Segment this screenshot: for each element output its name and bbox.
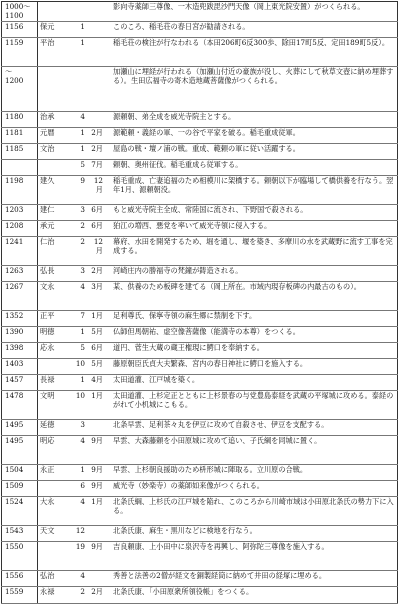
month-cell xyxy=(87,525,105,541)
era-name-cell: 明応 xyxy=(38,435,70,464)
era-name-cell: 保元 xyxy=(38,22,70,38)
era-year-cell: 5 xyxy=(69,342,87,358)
year-cell: 1524 xyxy=(2,496,38,525)
event-cell: 北条早雲、足利茶々丸を伊豆に攻めて自殺させ、伊豆を支配する。 xyxy=(105,419,398,435)
year-cell: 1495 xyxy=(2,435,38,464)
chronology-row xyxy=(2,480,398,496)
era-year-cell: 2 xyxy=(69,586,87,603)
chronology-row xyxy=(2,375,398,391)
chronology-row xyxy=(2,359,398,375)
year-cell: 1267 xyxy=(2,282,38,311)
era-name-cell: 平治 xyxy=(38,38,70,67)
month-cell: 9月 xyxy=(87,464,105,480)
era-name-cell: 仁治 xyxy=(38,237,70,266)
era-name-cell: 承元 xyxy=(38,221,70,237)
chronology-row xyxy=(2,112,398,128)
chronology-row xyxy=(2,22,398,38)
chronology-row xyxy=(2,391,398,420)
month-cell: 6月 xyxy=(87,221,105,237)
month-cell: 2月 xyxy=(87,266,105,282)
era-name-cell: 延徳 xyxy=(38,419,70,435)
era-name-cell xyxy=(38,2,70,22)
era-year-cell: 2 xyxy=(69,221,87,237)
era-year-cell: 1 xyxy=(69,326,87,342)
era-year-cell: 5 xyxy=(69,160,87,176)
era-name-cell xyxy=(38,480,70,496)
year-cell: 1181 xyxy=(2,128,38,144)
event-cell: 吉良頼康、上小田中に泉沢寺を再興し、阿弥陀三尊像を施入する。 xyxy=(105,541,398,570)
chronology-row xyxy=(2,310,398,326)
event-cell: 影向寺薬師三尊像、一木造兜跋毘沙門天像（岡上東光院安置）がつくられる。 xyxy=(105,2,398,22)
event-cell: 秀善と法善の2僧が経文を銅製経筒に納めて井田の経塚に埋める。 xyxy=(105,570,398,586)
era-name-cell: 永禄 xyxy=(38,586,70,603)
chronology-row xyxy=(2,176,398,205)
era-year-cell: 4 xyxy=(69,496,87,525)
year-cell xyxy=(2,160,38,176)
era-name-cell: 建久 xyxy=(38,176,70,205)
month-cell: 12月 xyxy=(87,176,105,205)
era-name-cell: 弘長 xyxy=(38,266,70,282)
chronology-body xyxy=(2,2,398,604)
era-name-cell: 文治 xyxy=(38,144,70,160)
era-year-cell: 3 xyxy=(69,205,87,221)
year-cell: 1504 xyxy=(2,464,38,480)
era-name-cell xyxy=(38,541,70,570)
era-year-cell: 1 xyxy=(69,22,87,38)
year-cell: 1550 xyxy=(2,541,38,570)
month-cell xyxy=(87,2,105,22)
year-cell: ～ 1200 xyxy=(2,67,38,112)
year-cell: 1198 xyxy=(2,176,38,205)
era-name-cell: 天文 xyxy=(38,525,70,541)
chronology-row xyxy=(2,38,398,67)
era-name-cell: 永正 xyxy=(38,464,70,480)
year-cell: 1241 xyxy=(2,237,38,266)
year-cell: 1559 xyxy=(2,586,38,603)
year-cell: 1000～1100 xyxy=(2,2,38,22)
event-cell: 稲毛荘の検注が行なわれる（本田206町6反300歩、除田17町5反、定田189町5反）。 xyxy=(105,38,398,67)
era-year-cell: 4 xyxy=(69,435,87,464)
event-cell: 加瀬山に埋経が行われる（加瀬山付近の豪族が没し、火葬にして秋草文壺に納め埋葬する）。生田広福寺の寄木造地蔵菩薩像がつくられる。 xyxy=(105,67,398,112)
era-name-cell: 正平 xyxy=(38,310,70,326)
month-cell xyxy=(87,419,105,435)
month-cell: 1月 xyxy=(87,391,105,420)
event-cell: 威光寺（妙楽寺）の薬師如来像がつくられる。 xyxy=(105,480,398,496)
era-name-cell: 建仁 xyxy=(38,205,70,221)
month-cell: 7月 xyxy=(87,160,105,176)
month-cell: 12月 xyxy=(87,237,105,266)
chronology-table xyxy=(1,1,398,604)
event-cell: 足利尊氏、保寧寺領の麻生郷に禁制を下す。 xyxy=(105,310,398,326)
month-cell: 9月 xyxy=(87,480,105,496)
year-cell: 1556 xyxy=(2,570,38,586)
year-cell: 1180 xyxy=(2,112,38,128)
chronology-row xyxy=(2,266,398,282)
chronology-row xyxy=(2,221,398,237)
event-cell: 早雲、大森藤頼を小田原城に攻めて追い、子氏綱を同城に置く。 xyxy=(105,435,398,464)
year-cell: 1509 xyxy=(2,480,38,496)
era-year-cell: 1 xyxy=(69,38,87,67)
era-year-cell: 4 xyxy=(69,282,87,311)
chronology-row xyxy=(2,541,398,570)
month-cell: 6月 xyxy=(87,205,105,221)
chronology-row xyxy=(2,464,398,480)
era-year-cell: 4 xyxy=(69,570,87,586)
chronology-row xyxy=(2,67,398,112)
chronology-row xyxy=(2,205,398,221)
era-year-cell: 19 xyxy=(69,541,87,570)
era-name-cell xyxy=(38,67,70,112)
era-name-cell: 明徳 xyxy=(38,326,70,342)
event-cell: 北条氏綱、上杉氏の江戸城を陥れ、このころから川崎市域は小田原北条氏の勢力下に入る。 xyxy=(105,496,398,525)
year-cell: 1203 xyxy=(2,205,38,221)
month-cell: 4月 xyxy=(87,375,105,391)
era-year-cell: 12 xyxy=(69,525,87,541)
month-cell: 3月 xyxy=(87,282,105,311)
event-cell: 某、供養のため板碑を建てる（岡上所在。市域内現存板碑の内最古のもの）。 xyxy=(105,282,398,311)
year-cell: 1403 xyxy=(2,359,38,375)
era-name-cell: 文明 xyxy=(38,391,70,420)
era-year-cell: 6 xyxy=(69,480,87,496)
year-cell: 1398 xyxy=(2,342,38,358)
era-year-cell: 1 xyxy=(69,144,87,160)
era-name-cell: 弘治 xyxy=(38,570,70,586)
year-cell: 1478 xyxy=(2,391,38,420)
month-cell xyxy=(87,38,105,67)
chronology-row xyxy=(2,2,398,22)
month-cell: 5月 xyxy=(87,359,105,375)
month-cell: 9月 xyxy=(87,541,105,570)
year-cell: 1390 xyxy=(2,326,38,342)
chronology-row xyxy=(2,525,398,541)
chronology-row xyxy=(2,282,398,311)
event-cell: 仏師但馬朝祐、虚空像菩薩像（能満寺の本尊）をつくる。 xyxy=(105,326,398,342)
era-year-cell: 10 xyxy=(69,391,87,420)
era-year-cell: 7 xyxy=(69,310,87,326)
chronology-row xyxy=(2,570,398,586)
event-cell: 源頼朝、弟全成を威光寺院主とする。 xyxy=(105,112,398,128)
era-year-cell xyxy=(69,67,87,112)
year-cell: 1208 xyxy=(2,221,38,237)
month-cell xyxy=(87,67,105,112)
era-year-cell: 10 xyxy=(69,359,87,375)
era-year-cell: 3 xyxy=(69,266,87,282)
event-cell: 藤原朝臣氏貞大夫繁森、宮内の春日神社に鰐口を施入する。 xyxy=(105,359,398,375)
year-cell: 1495 xyxy=(2,419,38,435)
era-name-cell xyxy=(38,359,70,375)
month-cell xyxy=(87,570,105,586)
year-cell: 1457 xyxy=(2,375,38,391)
month-cell: 5月 xyxy=(87,326,105,342)
event-cell: 道円、菅生大蔵の蔵王権現に鰐口を奉納する。 xyxy=(105,342,398,358)
year-cell: 1159 xyxy=(2,38,38,67)
chronology-row xyxy=(2,586,398,603)
era-year-cell: 1 xyxy=(69,128,87,144)
event-cell: 早雲、上杉朝良援助のため枡形城に陣取る。立川原の合戦。 xyxy=(105,464,398,480)
event-cell: 頼朝、奥州征伐。稲毛重成ら従軍する。 xyxy=(105,160,398,176)
chronology-row xyxy=(2,144,398,160)
event-cell: 河崎庄内の勝福寺の梵鐘が鋳造される。 xyxy=(105,266,398,282)
event-cell: このころ、稲毛荘の春日宮が勧請される。 xyxy=(105,22,398,38)
era-name-cell: 応永 xyxy=(38,342,70,358)
era-year-cell: 4 xyxy=(69,112,87,128)
era-name-cell: 大永 xyxy=(38,496,70,525)
month-cell: 2月 xyxy=(87,586,105,603)
month-cell: 6月 xyxy=(87,342,105,358)
chronology-row xyxy=(2,128,398,144)
month-cell: 1月 xyxy=(87,310,105,326)
event-cell: 源範頼・義経の軍、一の谷で平家を破る。稲毛重成従軍。 xyxy=(105,128,398,144)
event-cell: 北条氏康、麻生・黒川などに検地を行なう。 xyxy=(105,525,398,541)
event-cell: 屋島の戦・壇ノ浦の戦。重成、範頼の軍に従い活躍する。 xyxy=(105,144,398,160)
year-cell: 1543 xyxy=(2,525,38,541)
era-year-cell: 1 xyxy=(69,375,87,391)
chronology-row xyxy=(2,326,398,342)
month-cell xyxy=(87,112,105,128)
year-cell: 1263 xyxy=(2,266,38,282)
month-cell: 9月 xyxy=(87,435,105,464)
chronology-row xyxy=(2,496,398,525)
event-cell: 太田道灌、江戸城を築く。 xyxy=(105,375,398,391)
event-cell: 幕府、水田を開発するため、堀を通し、堰を築き、多摩川の水を武蔵野に流す工事を完成する。 xyxy=(105,237,398,266)
month-cell: 2月 xyxy=(87,128,105,144)
chronology-row xyxy=(2,435,398,464)
event-cell: 太田道灌、上杉定正とともに上杉景春の与党豊島泰経を武蔵の平塚城に攻める。泰経のがれて小机城にこもる。 xyxy=(105,391,398,420)
era-name-cell: 文永 xyxy=(38,282,70,311)
year-cell: 1185 xyxy=(2,144,38,160)
chronology-row xyxy=(2,419,398,435)
event-cell: 北条氏康、「小田原衆所領役帳」をつくる。 xyxy=(105,586,398,603)
chronology-row xyxy=(2,160,398,176)
era-year-cell: 1 xyxy=(69,464,87,480)
year-cell: 1156 xyxy=(2,22,38,38)
event-cell: 狛江の増西、悪党を率いて威光寺領に侵入する。 xyxy=(105,221,398,237)
era-name-cell: 元暦 xyxy=(38,128,70,144)
era-year-cell xyxy=(69,2,87,22)
chronology-row xyxy=(2,237,398,266)
era-year-cell: 3 xyxy=(69,419,87,435)
era-name-cell xyxy=(38,160,70,176)
year-cell: 1352 xyxy=(2,310,38,326)
month-cell xyxy=(87,22,105,38)
event-cell: 稲毛重成、亡妻追福のため相模川に架橋する。頼朝以下が臨場して橋供養を行なう。翌年1月、源頼朝没。 xyxy=(105,176,398,205)
era-name-cell: 長禄 xyxy=(38,375,70,391)
month-cell: 1月 xyxy=(87,496,105,525)
month-cell: 2月 xyxy=(87,144,105,160)
chronology-row xyxy=(2,342,398,358)
era-year-cell: 9 xyxy=(69,176,87,205)
era-name-cell: 治承 xyxy=(38,112,70,128)
event-cell: もと威光寺院主全成、常陸国に流され、下野国で殺される。 xyxy=(105,205,398,221)
era-year-cell: 2 xyxy=(69,237,87,266)
